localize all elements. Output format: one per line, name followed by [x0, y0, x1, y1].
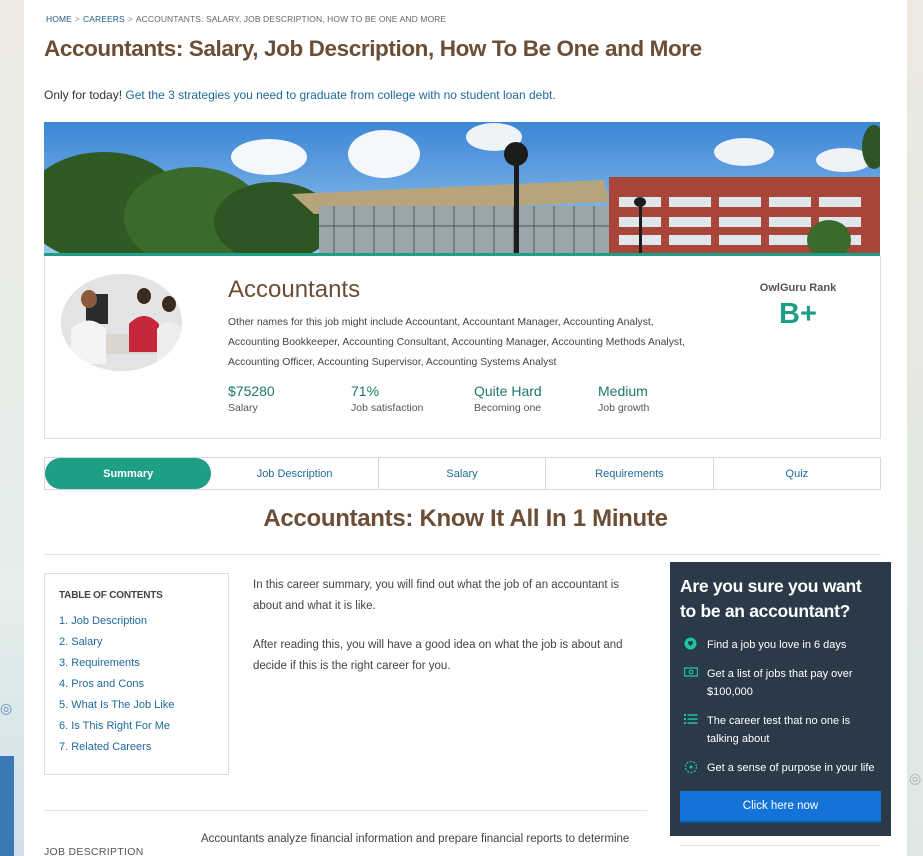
promo-lead: Only for today!	[44, 88, 123, 102]
tab-requirements[interactable]: Requirements	[546, 458, 713, 489]
cta-title: Are you sure you want to be an accountant?	[680, 576, 862, 621]
career-test-cta	[670, 562, 891, 836]
stat-salary	[228, 383, 348, 414]
globe-icon: ◎	[0, 700, 13, 716]
stat-label: Job growth	[598, 402, 650, 414]
breadcrumb	[46, 14, 446, 24]
divider	[44, 554, 881, 555]
cta-item-text: Find a job you love in 6 days	[707, 639, 847, 651]
summary-intro	[253, 575, 643, 695]
cta-item-text: Get a list of jobs that pay over $100,000	[707, 668, 853, 698]
cta-item	[680, 636, 881, 654]
stat-label: Becoming one	[474, 402, 542, 414]
toc-item-job-description[interactable]: 1. Job Description	[59, 615, 148, 627]
promo-link[interactable]: Get the 3 strategies you need to graduate from college with no student loan debt.	[125, 88, 556, 102]
career-name: Accountants	[228, 276, 361, 303]
money-icon	[684, 666, 698, 680]
breadcrumb-separator: >	[74, 14, 80, 24]
stat-label: Salary	[228, 402, 258, 414]
job-description-text: Accountants analyze financial information and prepare financial reports to determine	[201, 833, 630, 845]
cta-item-text: The career test that no one is talking about	[707, 715, 851, 745]
toc-item-pros-and-cons[interactable]: 4. Pros and Cons	[59, 678, 144, 690]
toc-item-salary[interactable]: 2. Salary	[59, 636, 103, 648]
career-alternate-names: Other names for this job might include Accountant, Accountant Manager, Accounting Analyst, Accounting Bookkeeper, Accounting Consultant, Accounting Manager, Accounting Methods Analyst, Accounting Officer, Accounting Supervisor, Accounting Systems Analyst	[228, 317, 685, 368]
cta-item	[680, 712, 881, 748]
cta-item	[680, 759, 881, 777]
breadcrumb-separator: >	[127, 14, 133, 24]
stat-value: 71%	[351, 383, 380, 399]
tab-job-description[interactable]: Job Description	[211, 458, 378, 489]
tab-salary[interactable]: Salary	[379, 458, 546, 489]
page-title: Accountants: Salary, Job Description, How To Be One and More	[44, 36, 702, 61]
heart-pin-icon	[684, 637, 698, 651]
table-of-contents	[44, 573, 229, 775]
tab-summary[interactable]: Summary	[45, 458, 211, 489]
intro-paragraph: After reading this, you will have a good idea on what the job is about and decide if this is the right career for you.	[253, 639, 623, 672]
stat-label: Job satisfaction	[351, 402, 424, 414]
toc-heading: TABLE OF CONTENTS	[59, 590, 163, 601]
compass-icon	[684, 760, 698, 774]
page-background-right	[907, 0, 923, 856]
click-here-button[interactable]: Click here now	[680, 791, 881, 823]
cta-item	[680, 665, 881, 701]
toc-item-is-this-right[interactable]: 6. Is This Right For Me	[59, 720, 171, 732]
promo-banner	[44, 88, 556, 102]
cta-item-text: Get a sense of purpose in your life	[707, 762, 875, 774]
rank-label: OwlGuru Rank	[759, 282, 837, 294]
career-tabs	[44, 457, 881, 490]
intro-paragraph: In this career summary, you will find out what the job of an accountant is about and what it is like.	[253, 579, 620, 612]
breadcrumb-current: ACCOUNTANTS: SALARY, JOB DESCRIPTION, HOW TO BE ONE AND MORE	[135, 14, 447, 24]
stat-value: Quite Hard	[474, 383, 542, 399]
toc-item-requirements[interactable]: 3. Requirements	[59, 657, 140, 669]
page-background-left	[0, 0, 24, 856]
background-building-graphic	[0, 756, 14, 856]
section-title: Accountants: Know It All In 1 Minute	[263, 505, 668, 532]
toc-item-what-is-job-like[interactable]: 5. What Is The Job Like	[59, 699, 175, 711]
hero-image	[44, 122, 880, 256]
stat-value: $75280	[228, 383, 275, 399]
career-profile-card	[44, 256, 881, 439]
stat-value: Medium	[598, 383, 648, 399]
divider	[680, 845, 881, 846]
page-content	[24, 0, 907, 856]
stat-job-growth	[598, 383, 718, 414]
career-photo	[61, 274, 182, 371]
rank-value: B+	[779, 298, 817, 330]
breadcrumb-careers[interactable]: CAREERS	[82, 14, 125, 24]
stat-becoming-one	[474, 383, 594, 414]
breadcrumb-home[interactable]: HOME	[46, 14, 72, 24]
job-description-label: JOB DESCRIPTION	[44, 846, 144, 856]
tab-quiz[interactable]: Quiz	[785, 467, 809, 480]
stat-job-satisfaction	[351, 383, 471, 414]
globe-icon: ◎	[909, 770, 922, 786]
list-icon	[684, 713, 698, 727]
toc-item-related-careers[interactable]: 7. Related Careers	[59, 741, 152, 753]
divider	[44, 810, 647, 811]
